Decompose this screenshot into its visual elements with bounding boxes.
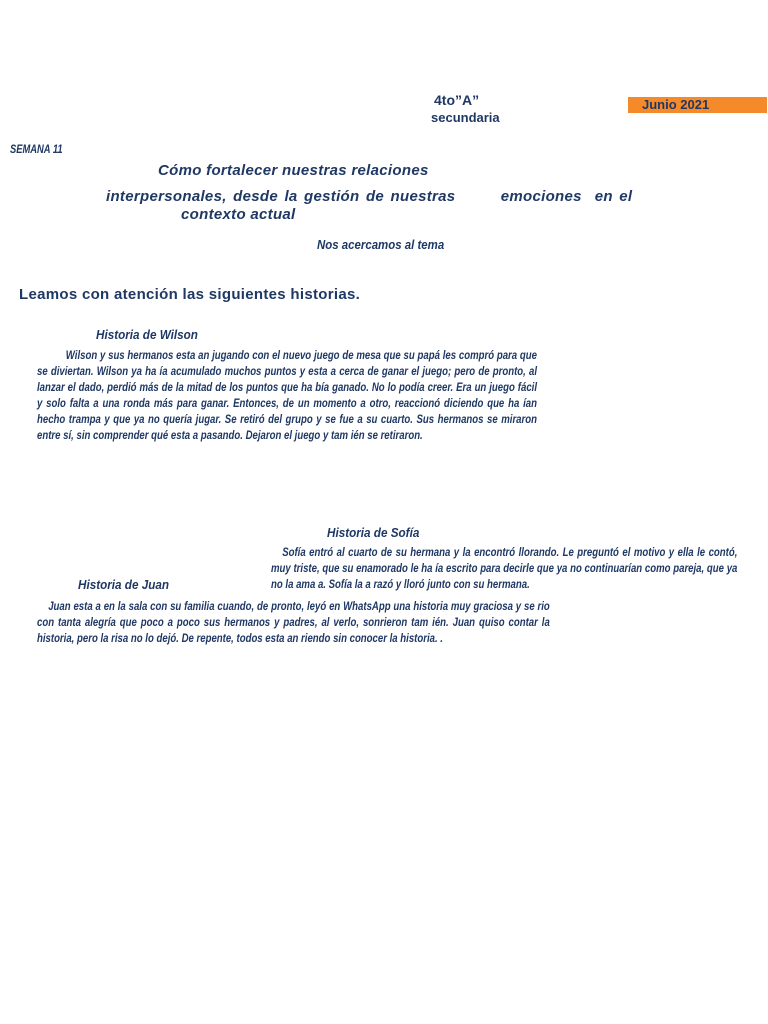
story-text-wilson bbox=[37, 347, 537, 443]
date-badge bbox=[628, 97, 767, 113]
story-title-sofia: Historia de Sofía bbox=[327, 525, 420, 540]
date-label: Junio 2021 bbox=[642, 97, 710, 112]
title-line-2: interpersonales, desde la gestión de nuestras emociones en el bbox=[106, 188, 633, 205]
story-text-juan bbox=[37, 598, 550, 646]
title-line-3: contexto actual bbox=[181, 206, 296, 223]
week-label: SEMANA 11 bbox=[10, 142, 63, 156]
story-title-wilson: Historia de Wilson bbox=[96, 327, 198, 342]
story-text-sofia-body: Sofía entró al cuarto de su hermana y la encontró llorando. Le preguntó el motivo y ella le contó, muy triste, que su enamorado le ha ía escrito para decirle que ya no continuarían como pareja, que ya no la ama a. Sofía la a razó y lloró junto con su hermana. bbox=[271, 545, 738, 591]
title-line-1: Cómo fortalecer nuestras relaciones bbox=[158, 162, 429, 179]
level-label: secundaria bbox=[431, 110, 500, 125]
story-text-wilson-body: Wilson y sus hermanos esta an jugando con el nuevo juego de mesa que su papá les compró para que se diviertan. Wilson ya ha ía acumulado muchos puntos y esta a cerca de ganar el juego; pero de pronto, al lanzar el dado, perdió más de la mitad de los puntos que ha bía ganado. No lo podía creer. Era un juego fácil y solo falta a una ronda más para ganar. Entonces, de un momento a otro, reaccionó diciendo que ha ían hecho trampa y que ya no quería jugar. Se retiró del grupo y se fue a su cuarto. Sus hermanos se miraron entre sí, sin comprender qué esta a pasando. Dejaron el juego y tam ién se retiraron. bbox=[37, 348, 538, 442]
story-title-juan: Historia de Juan bbox=[78, 577, 170, 592]
grade-label: 4to”A” bbox=[434, 92, 480, 108]
story-text-sofia bbox=[271, 544, 737, 592]
story-text-juan-body: Juan esta a en la sala con su familia cuando, de pronto, leyó en WhatsApp una historia muy graciosa y se rio con tanta alegría que poco a poco sus hermanos y padres, al verlo, sonrieron tam ién. Juan quiso contar la historia, pero la risa no lo dejó. De repente, todos esta an riendo sin conocer la historia. . bbox=[37, 599, 550, 645]
section-intro: Nos acercamos al tema bbox=[317, 237, 445, 252]
lead-instruction: Leamos con atención las siguientes historias. bbox=[19, 286, 361, 303]
